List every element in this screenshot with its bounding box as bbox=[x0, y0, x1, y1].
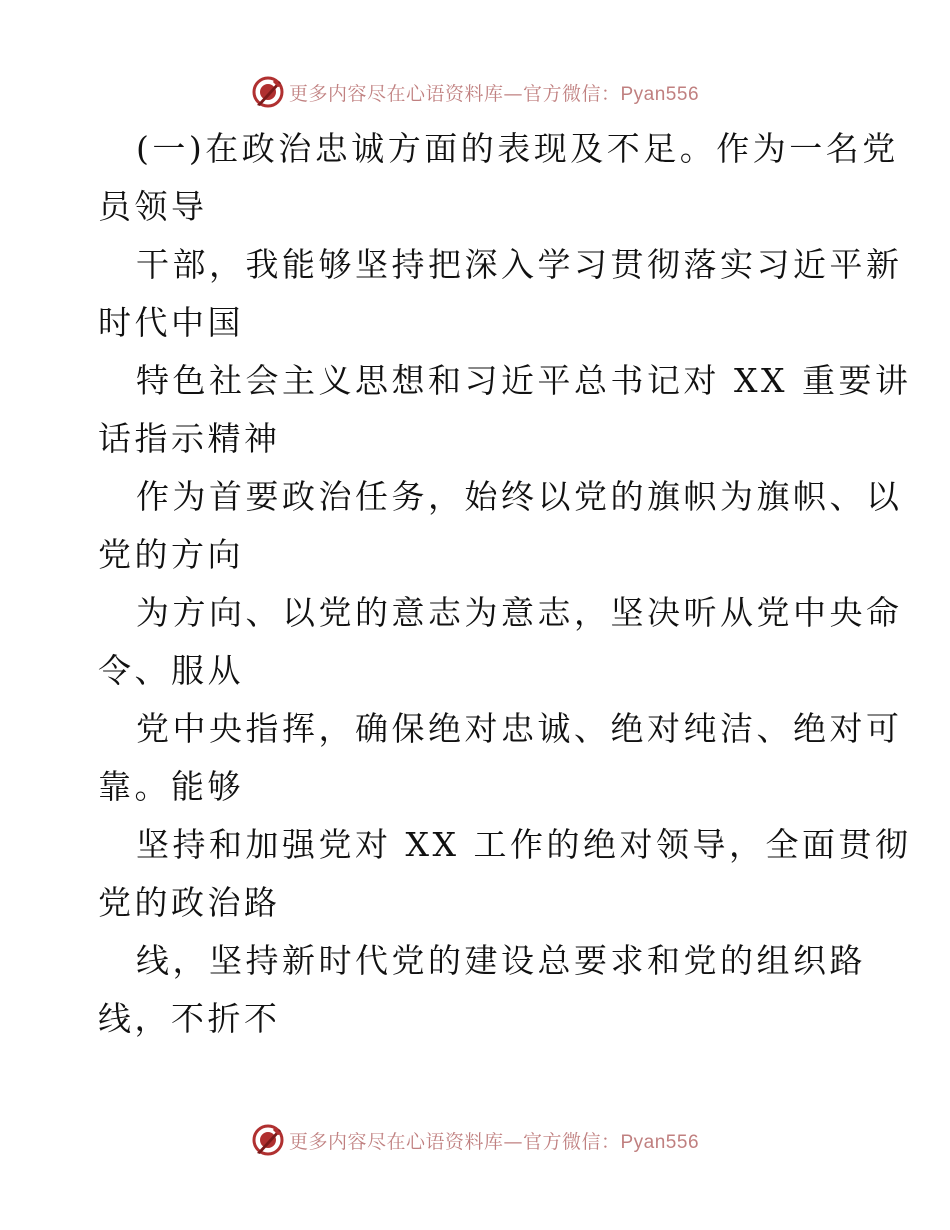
body-line: 党中央指挥，确保绝对忠诚、绝对纯洁、绝对可 bbox=[136, 709, 903, 748]
body-line: 党的政治路 bbox=[98, 883, 281, 922]
watermark-wechat-id: Pyan556 bbox=[620, 83, 700, 105]
body-line: 作为首要政治任务，始终以党的旗帜为旗帜、以 bbox=[136, 477, 903, 516]
watermark-text: 更多内容尽在心语资料库—官方微信：Pyan556 bbox=[288, 1130, 700, 1153]
body-line: (一)在政治忠诚方面的表现及不足。作为一名党 bbox=[136, 129, 899, 168]
body-line: 坚持和加强党对 XX 工作的绝对领导，全面贯彻 bbox=[136, 825, 912, 864]
body-line: 线，坚持新时代党的建设总要求和党的组织路 bbox=[136, 941, 866, 980]
footer-watermark bbox=[0, 1120, 950, 1160]
body-line: 话指示精神 bbox=[98, 419, 281, 458]
body-line: 员领导 bbox=[98, 187, 208, 226]
quill-logo-icon bbox=[251, 75, 285, 109]
body-line: 为方向、以党的意志为意志，坚决听从党中央命 bbox=[136, 593, 903, 632]
quill-logo-icon bbox=[251, 1123, 285, 1157]
body-line: 特色社会主义思想和习近平总书记对 XX 重要讲 bbox=[136, 361, 912, 400]
watermark-text: 更多内容尽在心语资料库—官方微信：Pyan556 bbox=[288, 82, 700, 105]
body-line: 党的方向 bbox=[98, 535, 244, 574]
body-line: 线，不折不 bbox=[98, 999, 281, 1038]
watermark-wechat-id: Pyan556 bbox=[620, 1131, 700, 1153]
body-line: 干部，我能够坚持把深入学习贯彻落实习近平新 bbox=[136, 245, 903, 284]
body-line: 令、服从 bbox=[98, 651, 244, 690]
document-body bbox=[98, 120, 912, 1048]
body-line: 靠。能够 bbox=[98, 767, 244, 806]
header-watermark bbox=[0, 72, 950, 112]
body-line: 时代中国 bbox=[98, 303, 244, 342]
